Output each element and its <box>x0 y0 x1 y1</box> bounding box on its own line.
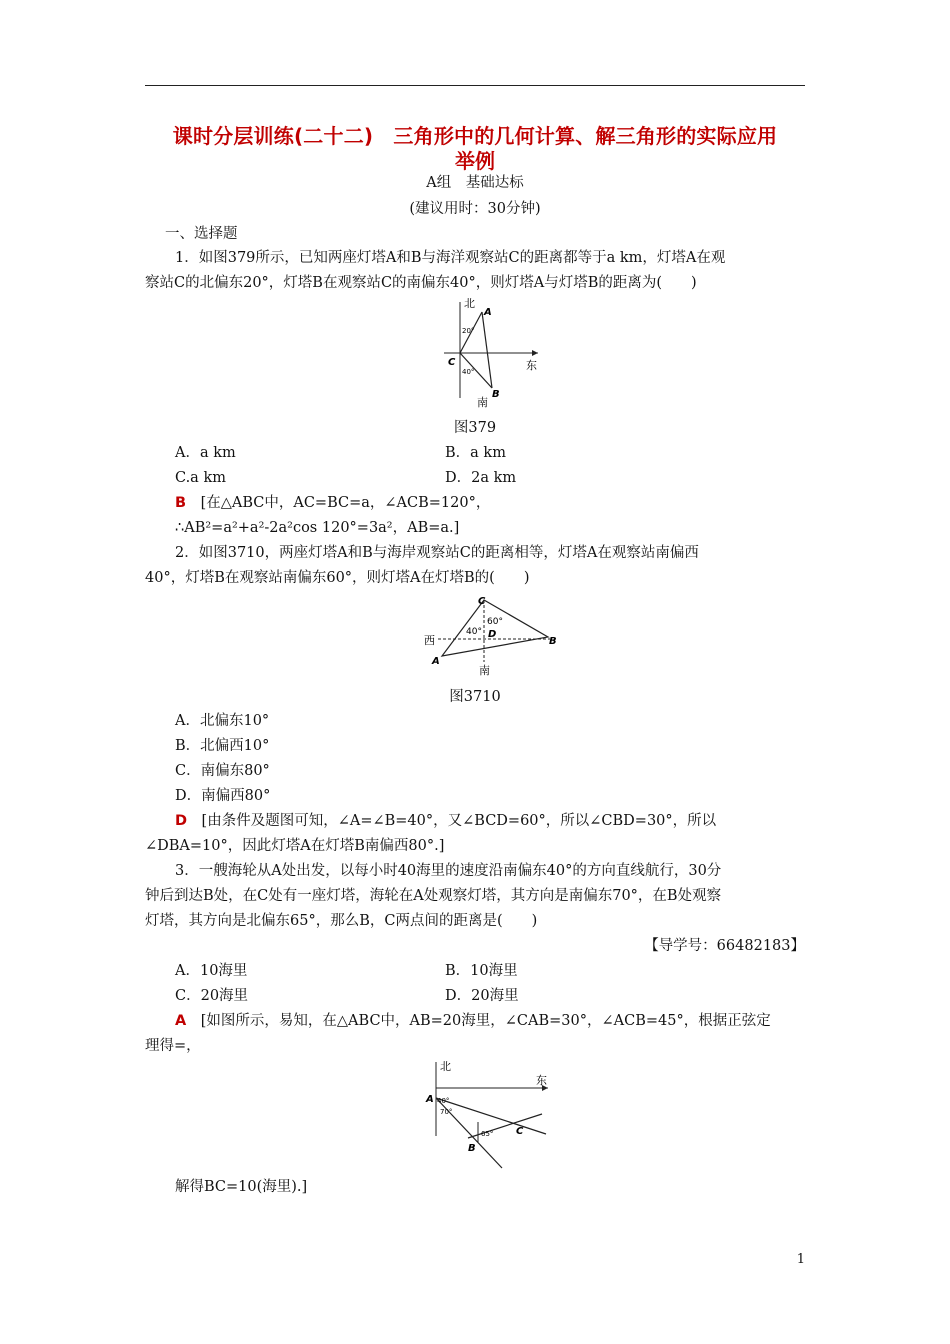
q1-answer: B <box>175 495 187 511</box>
fig1-label-b: B <box>492 389 500 400</box>
fig1-label-c: C <box>448 357 456 368</box>
q2-answer: D <box>175 813 188 829</box>
q1-figure-caption: 图379 <box>453 420 497 436</box>
group-label: A组 基础达标 <box>426 175 524 191</box>
fig3-north-label: 北 <box>440 1060 451 1073</box>
q1-explanation-line2: ∴AB²=a²+a²-2a²cos 120°=3a²，AB=a.] <box>175 520 460 536</box>
fig3-label-b: B <box>468 1143 476 1154</box>
fig1-angle-40: 40° <box>462 368 475 376</box>
q2-explanation-line1: D [由条件及题图可知，∠A=∠B=40°，又∠BCD=60°，所以∠CBD=30°，所以 <box>175 813 717 829</box>
q3-option-b: B．10海里 <box>445 963 518 979</box>
fig3-angle-70: 70° <box>440 1108 453 1116</box>
header-rule <box>145 85 805 86</box>
q3-option-a: A．10海里 B．10海里 <box>175 963 518 979</box>
q3-explanation-line3: 解得BC=10(海里).] <box>175 1179 308 1195</box>
fig3-east-label: 东 <box>536 1074 547 1087</box>
q3-text-line2: 钟后到达B处，在C处有一座灯塔，海轮在A处观察灯塔，其方向是南偏东70°，在B处观察 <box>145 888 722 904</box>
page-number: 1 <box>796 1252 805 1267</box>
page-title-cont: 举例 <box>455 149 495 173</box>
fig3-angle-65: 65° <box>481 1130 494 1138</box>
q2-option-a: A．北偏东10° <box>175 713 270 729</box>
figure-3710 <box>418 592 568 678</box>
q3-text-line1: 3．一艘海轮从A处出发，以每小时40海里的速度沿南偏东40°的方向直线航行，30分 <box>175 863 722 879</box>
fig2-south-label: 南 <box>479 664 490 677</box>
fig1-east-label: 东 <box>526 359 537 372</box>
q1-option-a: A．a km B．a km <box>175 445 506 461</box>
q3-explanation-line2: 理得=， <box>145 1038 201 1054</box>
q1-option-d: D．2a km <box>445 470 517 486</box>
fig1-south-label: 南 <box>477 396 488 409</box>
figure-379 <box>430 298 550 410</box>
fig2-angle-40: 40° <box>466 627 482 637</box>
time-hint: (建议用时：30分钟) <box>409 201 541 217</box>
fig1-north-label: 北 <box>464 298 475 310</box>
figure-q3 <box>420 1058 560 1170</box>
q2-figure-caption: 图3710 <box>449 689 501 705</box>
fig2-label-b: B <box>549 636 557 647</box>
q3-text-line3: 灯塔，其方向是北偏东65°，那么B，C两点间的距离是( ) <box>145 913 538 929</box>
q3-answer: A <box>175 1013 187 1029</box>
q3-guide-number: 【导学号：66482183】 <box>644 938 805 954</box>
q2-option-b: B．北偏西10° <box>175 738 270 754</box>
fig2-west-label: 西 <box>424 634 435 647</box>
q1-option-c: C.a km D．2a km <box>175 470 517 486</box>
fig3-label-a: A <box>426 1094 434 1105</box>
q2-option-d: D．南偏西80° <box>175 788 271 804</box>
q1-text-line2: 察站C的北偏东20°，灯塔B在观察站C的南偏东40°，则灯塔A与灯塔B的距离为( ) <box>145 275 697 291</box>
fig2-angle-60: 60° <box>487 617 503 627</box>
fig2-label-d: D <box>488 629 497 640</box>
section-heading: 一、选择题 <box>165 226 238 242</box>
fig2-label-c: C <box>478 596 486 607</box>
fig1-label-a: A <box>484 307 492 318</box>
fig3-label-c: C <box>516 1126 524 1137</box>
q3-explanation-line1: A [如图所示，易知，在△ABC中，AB=20海里，∠CAB=30°，∠ACB=45°，根据正弦定 <box>175 1013 771 1029</box>
q3-option-d: D．20海里 <box>445 988 519 1004</box>
q2-text-line2: 40°，灯塔B在观察站南偏东60°，则灯塔A在灯塔B的( ) <box>145 570 530 586</box>
page-title: 课时分层训练(二十二) 三角形中的几何计算、解三角形的实际应用 <box>172 124 778 148</box>
q3-option-c: C．20海里 D．20海里 <box>175 988 519 1004</box>
fig2-label-a: A <box>432 656 440 667</box>
fig1-angle-20: 20° <box>462 327 475 335</box>
q2-text-line1: 2．如图3710，两座灯塔A和B与海岸观察站C的距离相等，灯塔A在观察站南偏西 <box>175 545 699 561</box>
q1-explanation-line1: B [在△ABC中，AC=BC=a，∠ACB=120°， <box>175 495 491 511</box>
q1-option-b: B．a km <box>445 445 506 461</box>
fig3-angle-40: 40° <box>437 1097 450 1105</box>
q2-option-c: C．南偏东80° <box>175 763 270 779</box>
q2-explanation-line2: ∠DBA=10°，因此灯塔A在灯塔B南偏西80°.] <box>145 838 445 854</box>
q1-text-line1: 1．如图379所示，已知两座灯塔A和B与海洋观察站C的距离都等于a km，灯塔A在观 <box>175 250 726 266</box>
